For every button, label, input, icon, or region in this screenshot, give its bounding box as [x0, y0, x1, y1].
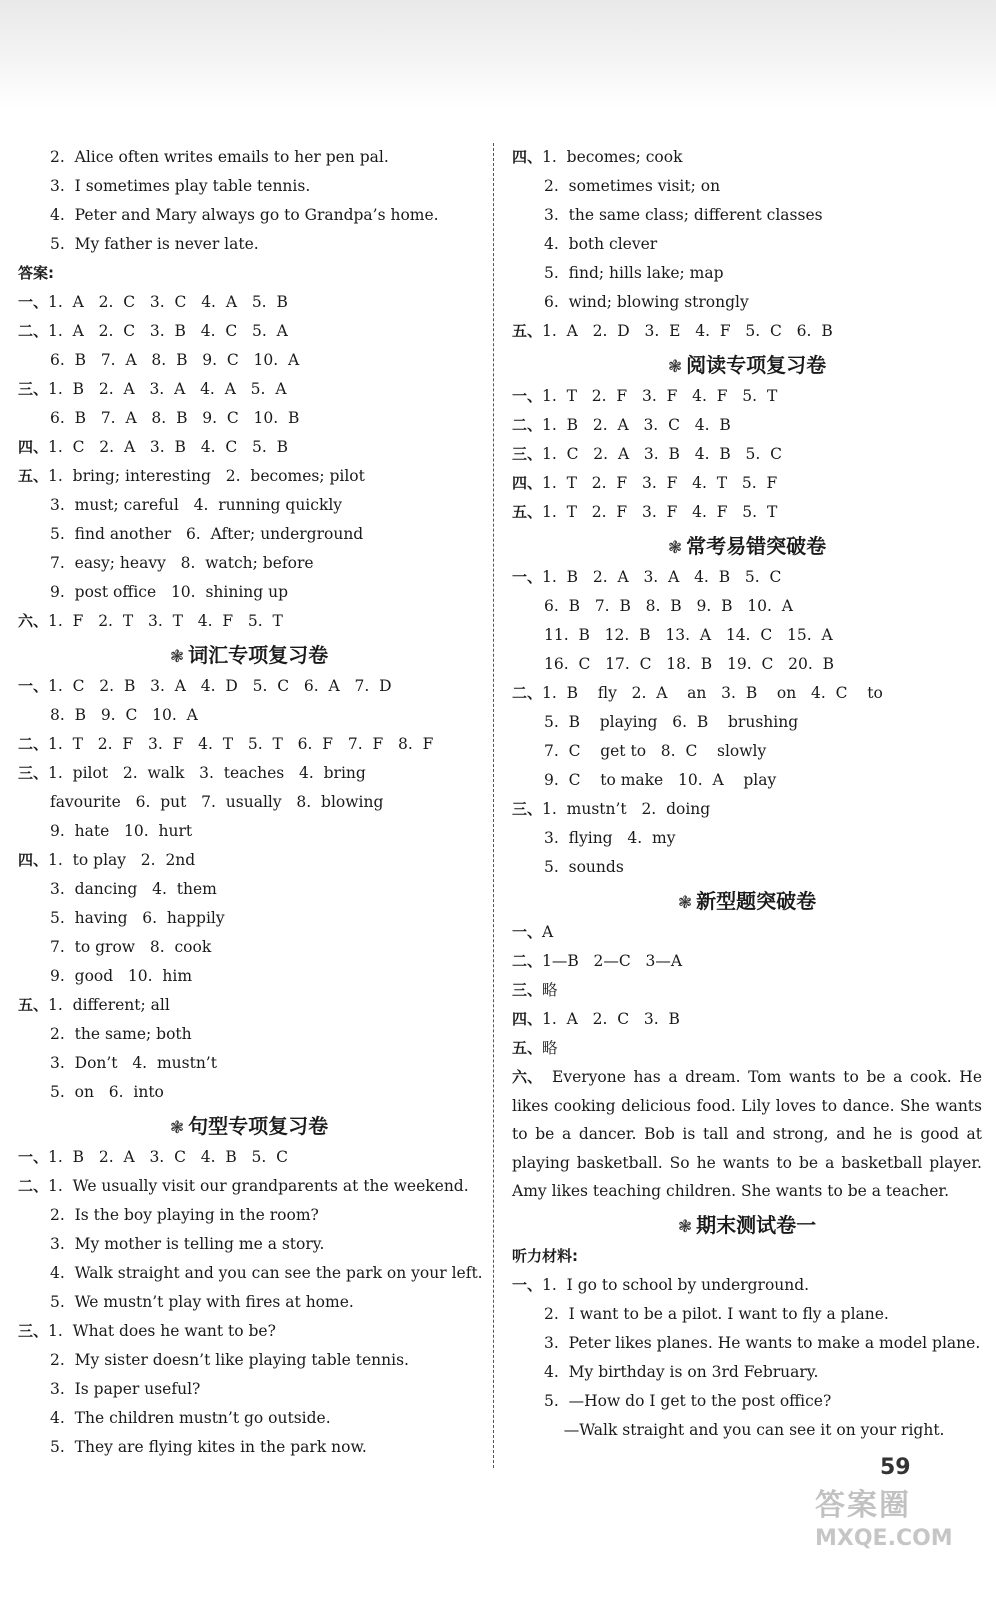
- answer-line: [18, 288, 480, 317]
- page-number: 59: [880, 1455, 911, 1480]
- item-label: 一、: [18, 677, 49, 695]
- item-label: 六、: [18, 612, 49, 630]
- answer-text: 1. F 2. T 3. T 4. F 5. T: [48, 612, 283, 630]
- item-label: 一、: [512, 387, 543, 405]
- item-label: 四、: [512, 1010, 543, 1028]
- answer-text: 4. The children mustn’t go outside.: [50, 1409, 331, 1427]
- section-heading-text: 阅读专项复习卷: [686, 353, 827, 377]
- answer-text: 4. My birthday is on 3rd February.: [544, 1362, 819, 1381]
- item-label: 二、: [512, 952, 543, 970]
- answer-text: 1. I go to school by underground.: [542, 1275, 810, 1294]
- answer-text: 1. C 2. A 3. B 4. B 5. C: [542, 445, 783, 463]
- answer-text: 1. B 2. A 3. C 4. B: [542, 416, 731, 434]
- section-heading-text: 期末测试卷一: [696, 1212, 817, 1237]
- answer-line: [512, 1329, 982, 1358]
- answer-text: 1. bring; interesting 2. becomes; pilot: [48, 467, 365, 485]
- item-label: 答案:: [18, 264, 54, 282]
- item-label: 二、: [18, 735, 49, 753]
- item-label: 五、: [512, 503, 543, 521]
- answer-text: 2. Alice often writes emails to her pen pal.: [50, 148, 389, 166]
- paw-icon: ❃: [667, 357, 683, 377]
- answer-line: [18, 1078, 480, 1107]
- answer-text: 略: [542, 1039, 558, 1057]
- answer-text: 9. post office 10. shining up: [50, 583, 289, 601]
- answer-text: 7. C get to 8. C slowly: [544, 742, 767, 760]
- answer-line: [512, 708, 982, 737]
- answer-line: [18, 875, 480, 904]
- answer-line: [18, 1375, 480, 1404]
- item-label: 三、: [512, 800, 543, 818]
- item-label: 听力材料:: [512, 1246, 578, 1265]
- answer-text: 6. wind; blowing strongly: [544, 293, 749, 311]
- answer-line: [18, 317, 480, 346]
- item-label: 三、: [512, 445, 543, 463]
- answer-line: [512, 143, 982, 172]
- answer-text: 11. B 12. B 13. A 14. C 15. A: [544, 626, 833, 644]
- item-label: 一、: [512, 923, 543, 941]
- answer-text: 2. the same; both: [50, 1025, 192, 1043]
- section-heading: [18, 1109, 480, 1143]
- answer-text: 3. Don’t 4. mustn’t: [50, 1054, 217, 1072]
- item-label: 四、: [18, 438, 49, 456]
- answer-line: [18, 433, 480, 462]
- answer-text: 1. different; all: [48, 996, 170, 1014]
- section-heading-text: 常考易错突破卷: [686, 534, 827, 558]
- watermark-url: MXQE.COM: [815, 1526, 953, 1551]
- answer-line: [18, 817, 480, 846]
- answer-text: 1. A 2. C 3. C 4. A 5. B: [48, 293, 288, 311]
- answer-line: [512, 288, 982, 317]
- answer-line: [18, 788, 480, 817]
- answer-line: [512, 201, 982, 230]
- answer-line: [18, 672, 480, 701]
- answer-text: 5. sounds: [544, 858, 624, 876]
- answer-line: [18, 1201, 480, 1230]
- answer-text: 3. must; careful 4. running quickly: [50, 496, 343, 514]
- answer-line: [18, 404, 480, 433]
- answer-text: 5. My father is never late.: [50, 235, 259, 253]
- answer-text: 7. easy; heavy 8. watch; before: [50, 554, 314, 572]
- answer-line: [512, 440, 982, 469]
- item-label: 五、: [512, 1039, 543, 1057]
- answer-text: 略: [542, 981, 558, 999]
- answer-line: [512, 621, 982, 650]
- answer-text: 4. both clever: [544, 235, 658, 253]
- section-heading: [512, 1208, 982, 1242]
- answer-line: [512, 230, 982, 259]
- answer-line: [512, 650, 982, 679]
- answer-text: 5. find another 6. After; underground: [50, 525, 364, 543]
- section-heading-text: 新型题突破卷: [696, 889, 817, 913]
- answer-text: 1. mustn’t 2. doing: [542, 800, 711, 818]
- answer-line: [512, 1387, 982, 1416]
- answer-line: [18, 172, 480, 201]
- answer-line: [512, 382, 982, 411]
- answer-line: [18, 143, 480, 172]
- answer-text: 7. to grow 8. cook: [50, 938, 212, 956]
- answer-text: 6. B 7. A 8. B 9. C 10. B: [50, 409, 300, 427]
- answer-text: 1. T 2. F 3. F 4. F 5. T: [542, 387, 778, 405]
- answer-line: [18, 1433, 480, 1462]
- answer-line: [512, 679, 982, 708]
- answer-text: 3. I sometimes play table tennis.: [50, 177, 311, 195]
- answer-text: —Walk straight and you can see it on your right.: [544, 1420, 945, 1439]
- scan-top-band: [0, 0, 996, 108]
- answer-text: A: [542, 923, 554, 941]
- answer-line: [512, 918, 982, 947]
- answer-text: 5. find; hills lake; map: [544, 264, 724, 282]
- answer-text: 9. good 10. him: [50, 967, 193, 985]
- answer-line: [512, 563, 982, 592]
- section-heading: [512, 884, 982, 918]
- watermark-logo: [815, 1480, 985, 1590]
- answer-text: 1. A 2. C 3. B 4. C 5. A: [48, 322, 288, 340]
- answer-text: 5. We mustn’t play with fires at home.: [50, 1293, 354, 1311]
- answer-line: [512, 172, 982, 201]
- answer-line: [18, 701, 480, 730]
- answer-line: [512, 853, 982, 882]
- answer-text: 5. having 6. happily: [50, 909, 225, 927]
- answer-text: 1. We usually visit our grandparents at the weekend.: [48, 1177, 469, 1195]
- watermark-cn: 答案圈: [815, 1488, 911, 1523]
- answer-line: [512, 1300, 982, 1329]
- answer-text: 2. My sister doesn’t like playing table tennis.: [50, 1351, 409, 1369]
- answer-text: 1—B 2—C 3—A: [542, 952, 683, 970]
- answer-line: [18, 607, 480, 636]
- answer-line: [512, 795, 982, 824]
- paw-icon: ❃: [169, 1118, 185, 1138]
- answer-line: [512, 976, 982, 1005]
- answer-line: [18, 1230, 480, 1259]
- answer-text: 1. T 2. F 3. F 4. F 5. T: [542, 503, 778, 521]
- answer-text: 1. C 2. B 3. A 4. D 5. C 6. A 7. D: [48, 677, 392, 695]
- column-divider: [493, 143, 494, 1468]
- answer-text: 6. B 7. A 8. B 9. C 10. A: [50, 351, 300, 369]
- item-label: 二、: [512, 684, 543, 702]
- answer-text: 3. the same class; different classes: [544, 206, 823, 224]
- item-label: 一、: [512, 1275, 543, 1294]
- answer-text: 5. They are flying kites in the park now.: [50, 1438, 367, 1456]
- item-label: 四、: [512, 148, 543, 166]
- answer-line: [18, 991, 480, 1020]
- answer-line: [18, 491, 480, 520]
- answer-text: 6. B 7. B 8. B 9. B 10. A: [544, 597, 793, 615]
- left-column: [18, 143, 483, 1462]
- item-label: 五、: [18, 467, 49, 485]
- answer-text: favourite 6. put 7. usually 8. blowing: [50, 793, 384, 811]
- answer-line: [18, 1259, 483, 1288]
- paw-icon: ❃: [677, 1216, 693, 1237]
- answer-line: [512, 1358, 982, 1387]
- answer-line: [512, 469, 982, 498]
- answer-text: 9. C to make 10. A play: [544, 771, 777, 789]
- answer-line: [18, 578, 480, 607]
- answer-text: 4. Walk straight and you can see the park on your left.: [50, 1264, 483, 1282]
- answer-line: [512, 1242, 982, 1271]
- right-column: [512, 143, 982, 1445]
- item-label: 二、: [512, 416, 543, 434]
- item-label: 三、: [18, 380, 49, 398]
- answer-text: 8. B 9. C 10. A: [50, 706, 198, 724]
- answer-text: 1. A 2. C 3. B: [542, 1010, 680, 1028]
- item-label: 一、: [18, 293, 49, 311]
- answer-text: 2. Is the boy playing in the room?: [50, 1206, 319, 1224]
- answer-text: 1. B 2. A 3. A 4. A 5. A: [48, 380, 287, 398]
- answer-line: [18, 520, 480, 549]
- answer-line: [512, 947, 982, 976]
- answer-line: [18, 346, 480, 375]
- paw-icon: ❃: [169, 647, 185, 667]
- answer-text: 16. C 17. C 18. B 19. C 20. B: [544, 655, 835, 673]
- answer-line: [512, 737, 982, 766]
- answer-text: 3. dancing 4. them: [50, 880, 217, 898]
- answer-line: [18, 1346, 480, 1375]
- answer-text: 1. T 2. F 3. F 4. T 5. F: [542, 474, 778, 492]
- section-heading: [18, 638, 480, 672]
- answer-line: [512, 498, 982, 527]
- answer-text: 5. B playing 6. B brushing: [544, 713, 799, 731]
- answer-text: 1. B 2. A 3. C 4. B 5. C: [48, 1148, 289, 1166]
- answer-line: [18, 230, 480, 259]
- answer-text: 5. on 6. into: [50, 1083, 164, 1101]
- answer-text: 1. pilot 2. walk 3. teaches 4. bring: [48, 764, 366, 782]
- answer-text: 1. B 2. A 3. A 4. B 5. C: [542, 568, 782, 586]
- answer-text: 3. My mother is telling me a story.: [50, 1235, 325, 1253]
- answer-text: 1. becomes; cook: [542, 148, 683, 166]
- paragraph-text: Everyone has a dream. Tom wants to be a cook. He likes cooking delicious food. Lily loves to dance. She wants to be a dancer. Bob is tall and strong, and he is good at playing basketball. So he wants to be a basketball player. Amy likes teaching children. She wants to be a teacher.: [512, 1068, 982, 1200]
- answer-text: 1. C 2. A 3. B 4. C 5. B: [48, 438, 289, 456]
- answer-line: [512, 1005, 982, 1034]
- answer-line: [18, 1404, 480, 1433]
- item-label: 五、: [512, 322, 543, 340]
- answer-line: [18, 1317, 480, 1346]
- answer-line: [18, 201, 480, 230]
- answer-line: [18, 962, 480, 991]
- answer-line: [512, 1034, 982, 1063]
- paw-icon: ❃: [677, 893, 693, 913]
- answer-line: [18, 759, 480, 788]
- answer-line: [18, 1049, 480, 1078]
- section-heading-text: 句型专项复习卷: [188, 1114, 329, 1138]
- answer-line: [18, 1020, 480, 1049]
- item-label: 二、: [18, 322, 49, 340]
- answer-line: [18, 730, 480, 759]
- answer-line: [512, 824, 982, 853]
- item-label: 四、: [18, 851, 49, 869]
- answer-text: 1. T 2. F 3. F 4. T 5. T 6. F 7. F 8. F: [48, 735, 434, 753]
- answer-text: 1. to play 2. 2nd: [48, 851, 196, 869]
- section-heading-text: 词汇专项复习卷: [188, 643, 329, 667]
- answer-text: 5. —How do I get to the post office?: [544, 1391, 832, 1410]
- item-label: 二、: [18, 1177, 49, 1195]
- answer-line: [18, 846, 480, 875]
- answer-text: 4. Peter and Mary always go to Grandpa’s home.: [50, 206, 439, 224]
- answer-line: [18, 375, 480, 404]
- item-label: 三、: [512, 981, 543, 999]
- answer-line: [18, 549, 480, 578]
- answer-text: 3. Peter likes planes. He wants to make a model plane.: [544, 1333, 981, 1352]
- answer-text: 3. flying 4. my: [544, 829, 676, 847]
- answer-line: [18, 1143, 480, 1172]
- answer-text: 9. hate 10. hurt: [50, 822, 193, 840]
- answer-line: [18, 462, 480, 491]
- answer-line: [512, 259, 982, 288]
- item-label: 六、: [512, 1068, 543, 1086]
- answer-text: 1. A 2. D 3. E 4. F 5. C 6. B: [542, 322, 833, 340]
- item-label: 五、: [18, 996, 49, 1014]
- paw-icon: ❃: [667, 538, 683, 558]
- answer-line: [512, 317, 982, 346]
- answer-text: 1. What does he want to be?: [48, 1322, 276, 1340]
- answer-text: 3. Is paper useful?: [50, 1380, 201, 1398]
- section-heading: [512, 529, 982, 563]
- answer-line: [512, 592, 982, 621]
- answer-line: [18, 1288, 480, 1317]
- item-label: 四、: [512, 474, 543, 492]
- answer-paragraph: [512, 1063, 982, 1206]
- answer-line: [512, 1271, 982, 1300]
- answer-line: [18, 904, 480, 933]
- answer-line: [512, 411, 982, 440]
- answer-line: [512, 1416, 982, 1445]
- item-label: 三、: [18, 764, 49, 782]
- answer-text: 2. sometimes visit; on: [544, 177, 721, 195]
- item-label: 三、: [18, 1322, 49, 1340]
- answer-text: 2. I want to be a pilot. I want to fly a plane.: [544, 1304, 889, 1323]
- answer-text: 1. B fly 2. A an 3. B on 4. C to: [542, 684, 883, 702]
- answer-line: [18, 259, 480, 288]
- item-label: 一、: [512, 568, 543, 586]
- answer-line: [18, 1172, 480, 1201]
- section-heading: [512, 348, 982, 382]
- answer-line: [18, 933, 480, 962]
- answer-line: [512, 766, 982, 795]
- item-label: 一、: [18, 1148, 49, 1166]
